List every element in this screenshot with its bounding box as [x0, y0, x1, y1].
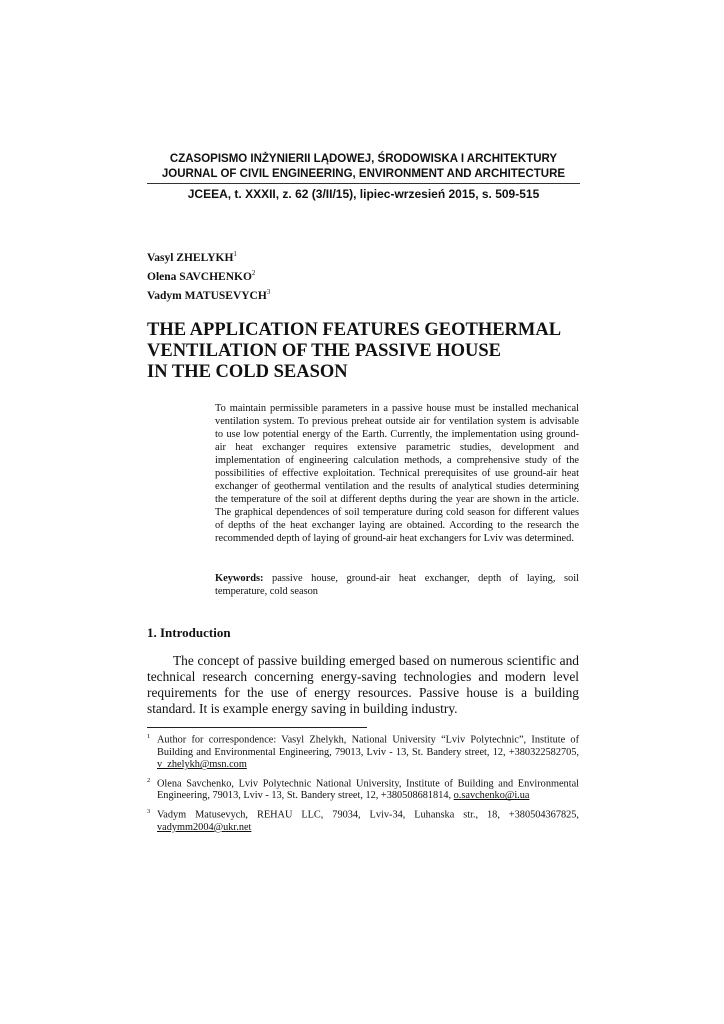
abstract: To maintain permissible parameters in a passive house must be installed mechanical ventilation system. To previous preheat outside air for ventilation system is advisable to use low potential energy of the Earth. Currently, the implementation using ground-air heat exchanger requires extensive parametric studies, development and implementation of engineering calculation methods, a comprehensive study of the possibilities of effective exploitation. Technical prerequisites of use ground-air heat exchanger of geothermal ventilation and the results of analytical studies determining the temperature of the soil at different depths during the year are shown in the article. The graphical dependences of soil temperature during cold season for different values of depths of the heat exchanger laying are obtained. According to the research the recommended depth of laying of ground-air heat exchangers for Lviv was determined.	[215, 403, 579, 544]
footnote-email[interactable]: vadymm2004@ukr.net	[157, 821, 252, 833]
title-line: THE APPLICATION FEATURES GEOTHERMAL	[147, 320, 562, 340]
footnote-email[interactable]: o.savchenko@i.ua	[453, 790, 530, 802]
journal-header	[147, 152, 580, 202]
keywords-label: Keywords:	[215, 573, 264, 584]
footnote-mark: 1	[147, 733, 151, 740]
author-list	[147, 247, 270, 303]
paper-title	[147, 320, 587, 383]
footnote: $^1$ Author for correspondence: Vasyl Zhelykh, National University “Lviv Polytechnic”, Institute of Building and Environmental Engineering, 79013, Lviv - 13, St. Bandery street, 12, +380322582705, v_zhelykh@msn.com	[147, 733, 579, 771]
title-line: IN THE COLD SEASON	[147, 362, 348, 382]
author-footnote-mark: 1	[233, 250, 237, 258]
author-footnote-mark: 3	[266, 287, 271, 296]
author: Olena SAVCHENKO$^2$	[147, 268, 256, 283]
footnote: $^2$ Olena Savchenko, Lviv Polytechnic National University, Institute of Building and Environmental Engineering, 79013, Lviv - 13, St. Bandery street, 12, +380508681814, o.savchenko@i.ua	[147, 776, 579, 802]
footnote-email[interactable]: v_zhelykh@msn.com	[157, 759, 247, 771]
author-footnote-mark: 2	[251, 268, 256, 277]
footnote-divider	[147, 727, 367, 728]
journal-name-polish: CZASOPISMO INŻYNIERII LĄDOWEJ, ŚRODOWISKA I ARCHITEKTURY	[169, 153, 558, 165]
footnotes	[147, 731, 579, 837]
keywords-text: passive house, ground-air heat exchanger, depth of laying, soil temperature, cold season	[215, 573, 579, 597]
footnote: $^3$ Vadym Matusevych, REHAU LLC, 79034, Lviv-34, Luhanska str., 18, +380504367825, vadymm2004@ukr.net	[147, 807, 579, 833]
journal-citation: JCEEA, t. XXXII, z. 62 (3/II/15), lipiec-wrzesień 2015, s. 509-515	[187, 187, 540, 201]
section-heading: 1. Introduction	[147, 625, 231, 640]
title-line: VENTILATION OF THE PASSIVE HOUSE	[147, 341, 501, 361]
footnote-mark: 2	[147, 776, 151, 784]
author: Vasyl ZHELYKH$^1$	[147, 250, 237, 264]
intro-paragraph: The concept of passive building emerged based on numerous scientific and technical research concerning energy-saving technologies and modern level requirements for the use of energy resources. Passive house is a building standard. It is example energy saving in building industry.	[147, 653, 579, 716]
journal-name-english: JOURNAL OF CIVIL ENGINEERING, ENVIRONMENT AND ARCHITECTURE	[147, 167, 580, 184]
footnote-mark: 3	[147, 807, 151, 815]
keywords	[215, 572, 579, 598]
author: Vadym MATUSEVYCH$^3$	[147, 287, 271, 302]
